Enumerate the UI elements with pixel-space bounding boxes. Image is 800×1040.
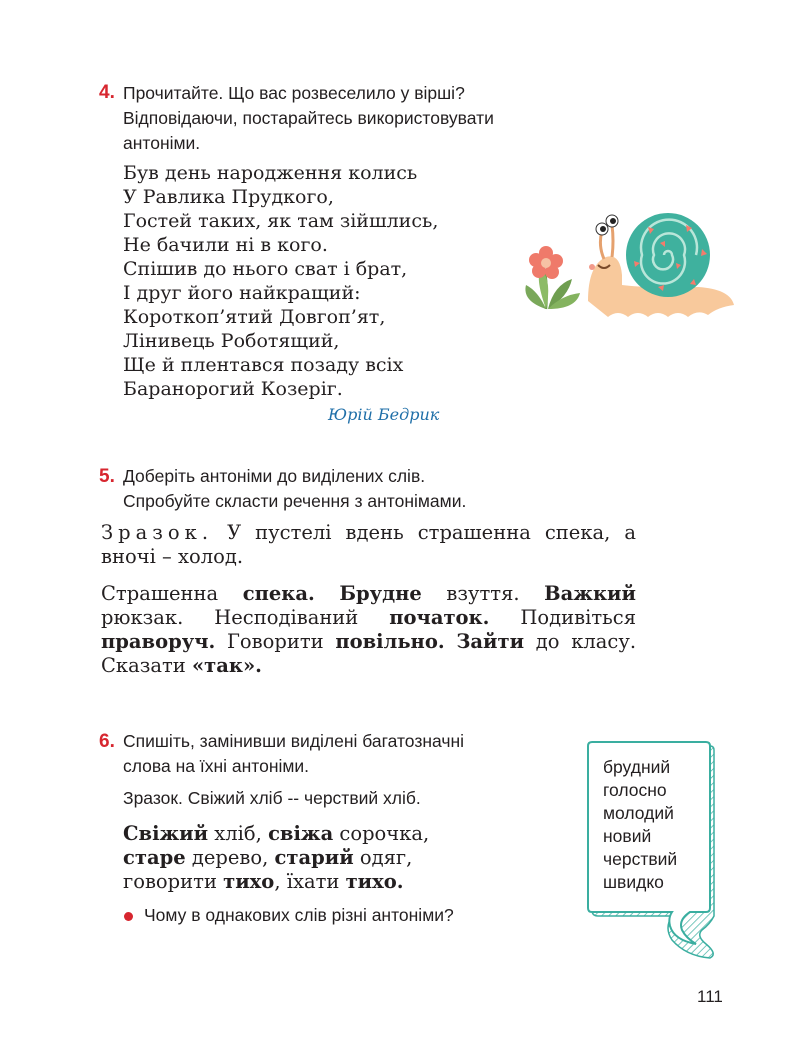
exercise-text: , їхати [274,870,346,893]
task-5-exercise [101,582,636,678]
exercise-text: хліб, [208,822,269,845]
task-5-line-1: Доберіть антоніми до виділених слів. [123,466,426,486]
poem-line: Лінивець Роботящий, [123,330,340,352]
task-4-line-2: Відповідаючи, постарайтесь використовувати [123,108,494,128]
page-number: 111 [697,987,723,1006]
task-6-line-2: слова на їхні антоніми. [123,756,310,776]
poem-line: І друг його найкращий: [123,282,361,304]
exercise-text: Страшенна [101,582,243,605]
highlighted-word: свіжа [268,822,334,845]
poem-line: У Равлика Прудкого, [123,186,334,208]
exercise-text: Говорити [215,630,336,653]
bubble-word: черствий [603,849,678,869]
exercise-text: взуття. [421,582,545,605]
poem-line: Ще й плентався позаду всіх [123,354,404,376]
task-4-line-3: антоніми. [123,133,201,153]
exercise-text: до класу. Сказати [101,630,637,677]
flower-icon [525,246,580,309]
exercise-text [315,582,340,605]
highlighted-word: повільно. [335,630,445,653]
poem-line: Не бачили ні в кого. [123,234,328,256]
snail-illustration [518,205,740,325]
highlighted-word: праворуч. [101,630,216,653]
exercise-text: дерево, [185,846,275,869]
task-6-number: 6. [99,731,115,752]
poem-line: Баранорогий Козеріг. [123,378,343,400]
task-6-example: Зразок. Свіжий хліб -- черствий хліб. [123,788,421,808]
poem-line: Спішив до нього сват і брат, [123,258,408,280]
highlighted-word: Зайти [456,630,525,653]
task-4-line-1: Прочитайте. Що вас розвеселило у вірші? [123,83,465,103]
exercise-text: говорити [123,870,224,893]
task-6-instructions [123,729,464,779]
example-label: Зразок. [101,521,214,544]
task-5-example [101,521,636,569]
bubble-word-list [603,756,677,894]
bubble-word: швидко [603,872,664,892]
highlighted-word: початок. [389,606,490,629]
task-6-exercise [123,822,429,894]
highlighted-word: спека. [242,582,315,605]
task-6-question: Чому в однакових слів різні антоніми? [144,905,454,925]
poem-line: Був день народження колись [123,162,418,184]
exercise-text: сорочка, [333,822,430,845]
highlighted-word: тихо [223,870,275,893]
exercise-text: рюкзак. Несподіваний [101,606,390,629]
bubble-word: голосно [603,780,667,800]
bubble-word: новий [603,826,652,846]
bubble-word: брудний [603,757,671,777]
highlighted-word: «так». [191,654,262,677]
highlighted-word: старе [123,846,186,869]
highlighted-word: тихо. [345,870,404,893]
task-6-line-1: Спишіть, замінивши виділені багатозначні [123,731,465,751]
task-5-line-2: Спробуйте скласти речення з антонімами. [123,491,467,511]
bubble-word: молодий [603,803,674,823]
task-4-instructions [123,81,494,156]
snail-icon [588,213,734,317]
task-5-number: 5. [99,466,115,487]
exercise-text [445,630,457,653]
task-5-instructions [123,464,466,514]
task-4-number: 4. [99,82,115,103]
example-text: У пустелі вдень страшенна спека, а вночі – холод. [101,521,636,568]
highlighted-word: Брудне [339,582,422,605]
exercise-text: одяг, [353,846,413,869]
poem-line: Короткоп’ятий Довгоп’ят, [123,306,386,328]
poem-author: Юрій Бедрик [328,405,440,424]
highlighted-word: старий [274,846,354,869]
poem [123,161,438,401]
poem-line: Гостей таких, як там зійшлись, [123,210,439,232]
highlighted-word: Свіжий [123,822,209,845]
bullet-icon [124,912,133,921]
highlighted-word: Важкий [544,582,636,605]
exercise-text: Подивіться [489,606,636,629]
